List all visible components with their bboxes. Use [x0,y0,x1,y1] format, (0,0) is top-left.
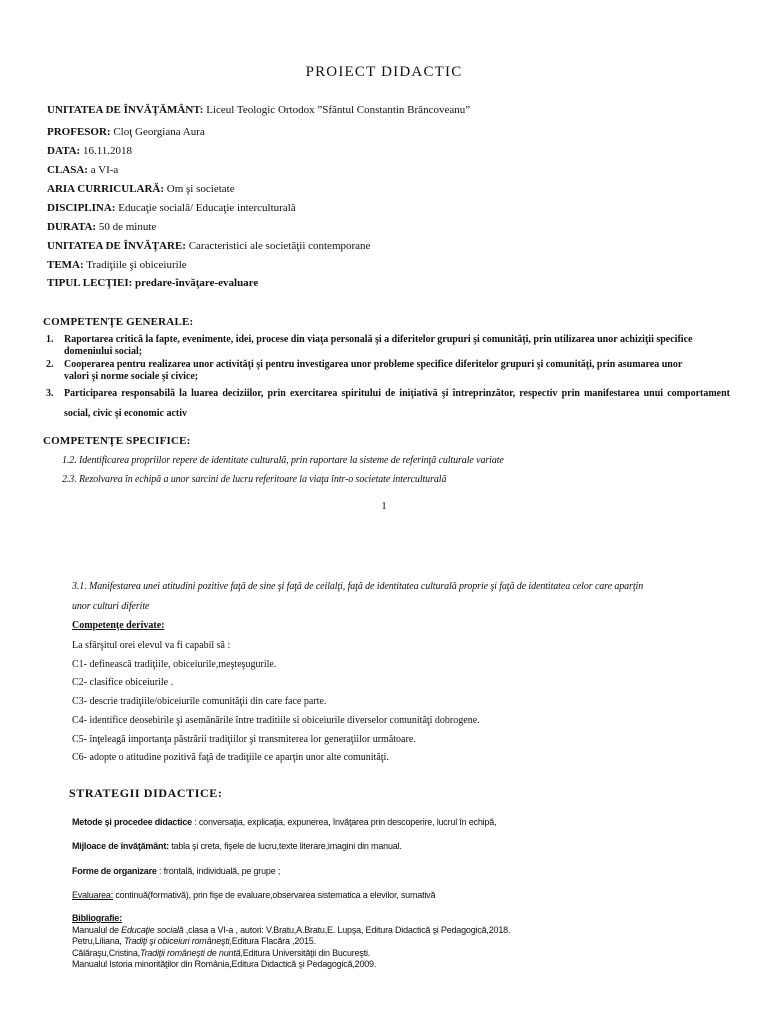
bibliography-item [72,948,510,960]
bibliography-item [72,959,510,971]
field-label: UNITATEA DE ÎNVĂŢĂMÂNT: [47,104,204,116]
field-label: DURATA: [47,221,97,233]
specific-competence-item: 3.1. Manifestarea unei atitudini pozitive faţă de sine şi faţă de ceilalţi, faţă de identitatea culturală proprie şi faţă de identitatea celor care aparţin [72,581,644,592]
general-competence-item [46,359,684,383]
item-text: Participarea responsabilă la luarea deciziilor, prin exercitarea spiritului de iniţiativă şi întreprinzător, respectiv prin manifestarea unui comportament social, civic şi economic activ [64,388,730,419]
field-label: UNITATEA DE ÎNVĂŢARE: [47,240,186,252]
field-theme [47,259,187,272]
field-school [47,104,470,117]
derived-competences-heading: Competenţe derivate: [72,620,165,631]
general-competences-heading: COMPETENŢE GENERALE: [43,316,194,328]
general-competence-item [46,334,732,358]
strategy-value: continuă(formativă), prin fişe de evaluare,observarea sistematica a elevilor, sumativă [113,890,436,900]
field-discipline [47,202,296,215]
bib-title: Tradiţi şi obiceiuri româneşti, [124,936,232,946]
field-value: Tradiţiile şi obiceiurile [83,259,187,271]
field-value: predare-învăţare-evaluare [132,277,259,289]
general-competence-item [46,384,730,424]
derived-item-c2: C2- clasifice obiceiurile . [72,677,174,688]
bibliography-item [72,925,510,937]
bib-title: Educaţie socială [121,924,184,935]
bibliography-item [72,936,510,948]
strategy-means [72,841,402,851]
strategies-heading: STRATEGII DIDACTICE: [69,786,223,800]
specific-competence-item: 2.3. Rezolvarea în echipă a unor sarcini de lucru referitoare la viaţa într-o societate interculturală [62,474,447,485]
bib-text: ,clasa a VI-a , autori: V.Bratu,A.Bratu,E. Lupşa, Editura Didactică şi Pedagogică,2018. [183,924,511,935]
document-title: PROIECT DIDACTIC [305,64,463,80]
field-learning-unit [47,240,370,253]
item-text: Raportarea critică la fapte, evenimente, idei, procese din viaţa personală şi a diferitelor grupuri şi comunităţi, prin utilizarea unor achiziţii specifice domeniului social; [64,334,693,357]
field-label: CLASA: [47,164,88,176]
strategy-value: tabla şi creta, fişele de lucru,texte literare,imagini din manual. [168,841,402,851]
item-number: 3. [46,388,54,399]
field-value: Liceul Teologic Ortodox ”Sfântul Constantin Brâncoveanu” [203,104,471,116]
page-number: 1 [381,500,387,512]
field-teacher [47,126,205,139]
field-label: DISCIPLINA: [47,202,116,214]
strategy-label: Metode şi procedee didactice [72,817,192,827]
derived-intro: La sfârşitul orei elevul va fi capabil să : [72,640,231,651]
strategy-evaluation [72,890,435,900]
derived-item-c4: C4- identifice deosebirile şi asemănările între traditiile si obiceiurile diverselor comunităţi dobrogene. [72,715,480,726]
field-label: ARIA CURRICULARĂ: [47,183,165,195]
specific-competence-item-continued: unor culturi diferite [72,601,150,612]
field-value: 16.11.2018 [80,145,133,157]
field-value: a VI-a [87,164,119,176]
strategy-value: : frontală, individuală, pe grupe ; [156,866,281,876]
derived-item-c5: C5- înţeleagă importanţa păstrării tradiţiilor şi transmiterea lor generaţiilor următoare. [72,734,416,745]
derived-item-c6: C6- adopte o atitudine pozitivă faţă de tradiţiile ce aparţin unor alte comunităţi. [72,752,389,763]
field-duration [47,221,156,234]
bib-title: Tradiţii româneşti de nuntă, [139,947,243,958]
item-text: Cooperarea pentru realizarea unor activităţi şi pentru investigarea unor probleme specifice diferitelor grupuri şi comunităţi, prin asumarea unor valori şi norme sociale şi civice; [64,359,683,382]
field-value: Caracteristici ale societăţii contemporane [185,240,371,252]
field-value: Om şi societate [164,183,235,195]
strategy-forms [72,866,280,876]
field-label: PROFESOR: [47,126,111,138]
strategy-label: Forme de organizare [72,866,157,876]
specific-competences-heading: COMPETENŢE SPECIFICE: [43,435,191,447]
field-lesson-type [47,277,258,290]
strategy-label: Mijloace de învăţământ: [72,841,169,851]
strategy-label: Evaluarea: [72,890,114,900]
bibliography [72,913,510,971]
item-number: 1. [46,334,54,345]
bib-text: Călăraşu,Cristina, [72,947,140,958]
field-label: TEMA: [47,259,84,271]
field-label: TIPUL LECŢIEI: [47,277,133,289]
bib-text: Manualul Istoria minorităţilor din România,Editura Didactică şi Pedagogică,2009. [72,959,377,969]
field-curricular-area [47,183,235,196]
field-label: DATA: [47,145,81,157]
field-date [47,145,132,158]
field-value: Educaţie socială/ Educaţie interculturală [115,202,296,214]
strategy-methods [72,817,496,827]
derived-item-c1: C1- definească tradiţiile, obiceiurile,meşteşugurile. [72,659,277,670]
field-value: Cloţ Georgiana Aura [110,126,205,138]
bib-text: Editura Universităţii din Bucureşti. [242,947,371,958]
specific-competence-item: 1.2. Identificarea propriilor repere de identitate culturală, prin raportare la sisteme de referinţă culturale variate [62,455,504,466]
derived-item-c3: C3- descrie tradiţiile/obiceiurile comunităţii din care face parte. [72,696,327,707]
bib-text: Petru,Liliana, [72,936,125,946]
field-value: 50 de minute [96,221,157,233]
field-class [47,164,118,177]
item-number: 2. [46,359,54,370]
bib-text: Editura Flacăra ,2015. [231,936,316,946]
strategy-value: : conversaţia, explicaţia, expunerea, învăţarea prin descoperire, lucrul în echipă, [191,817,497,827]
bibliography-heading: Bibliografie: [72,913,122,923]
bib-text: Manualul de [72,924,122,935]
